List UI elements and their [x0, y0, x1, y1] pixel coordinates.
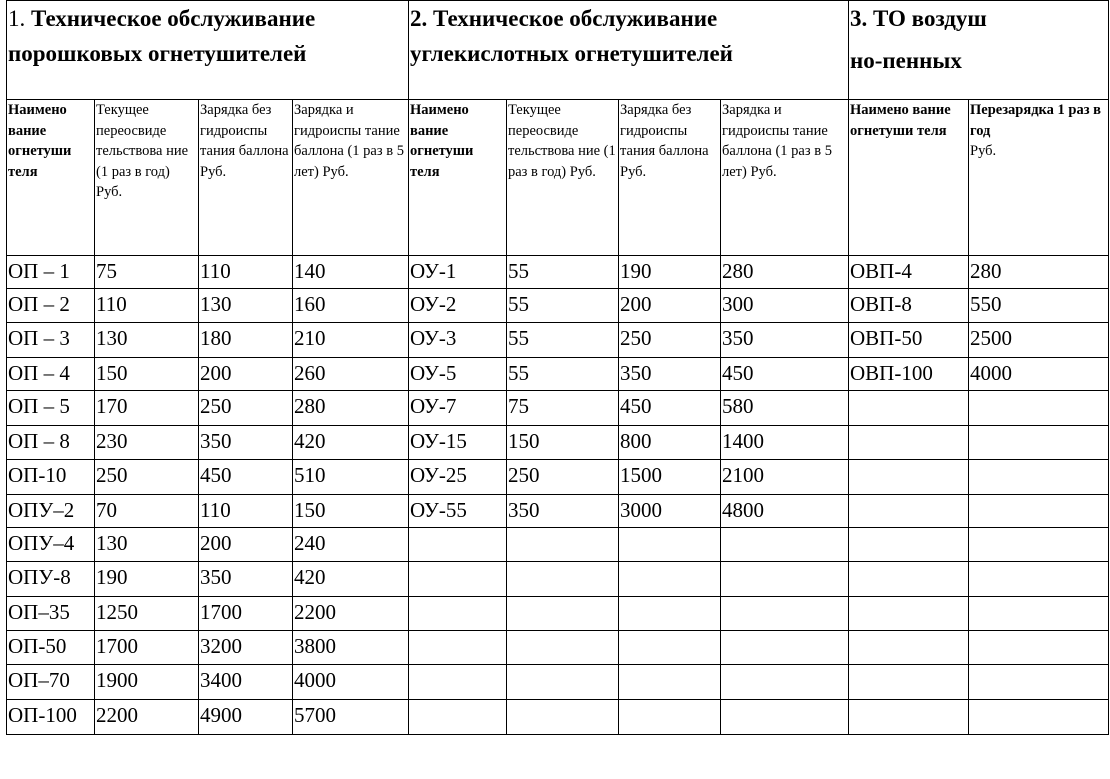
section-co2-title — [409, 1, 849, 100]
extinguisher-name: ОП-50 — [7, 631, 95, 665]
extinguisher-name — [849, 495, 969, 528]
charge-price: 3000 — [619, 495, 721, 528]
charge-test-price — [721, 700, 849, 735]
recharge-price — [969, 631, 1109, 665]
extinguisher-name — [409, 631, 507, 665]
extinguisher-name: ОП – 1 — [7, 256, 95, 289]
charge-price: 450 — [199, 460, 293, 495]
extinguisher-name: ОП – 3 — [7, 323, 95, 358]
extinguisher-name — [409, 597, 507, 631]
recharge-price: 550 — [969, 289, 1109, 323]
inspection-price: 130 — [95, 528, 199, 562]
charge-price: 110 — [199, 495, 293, 528]
charge-test-price: 2100 — [721, 460, 849, 495]
charge-price: 190 — [619, 256, 721, 289]
charge-test-price: 1400 — [721, 426, 849, 460]
extinguisher-name — [849, 426, 969, 460]
table-row — [7, 426, 1109, 460]
header-name-text: Наимено вание огнетуши теля — [850, 102, 951, 139]
charge-price: 200 — [619, 289, 721, 323]
charge-test-price: 420 — [293, 426, 409, 460]
header-name — [409, 100, 507, 256]
charge-test-price — [721, 528, 849, 562]
charge-test-price: 510 — [293, 460, 409, 495]
charge-test-price: 5700 — [293, 700, 409, 735]
charge-test-price: 4000 — [293, 665, 409, 700]
charge-test-price: 210 — [293, 323, 409, 358]
inspection-price: 55 — [507, 358, 619, 391]
inspection-price: 230 — [95, 426, 199, 460]
extinguisher-name: ОУ-7 — [409, 391, 507, 426]
inspection-price: 1250 — [95, 597, 199, 631]
section-title: Техническое обслуживание углекислотных огнетушителей — [410, 6, 733, 66]
charge-test-price: 300 — [721, 289, 849, 323]
extinguisher-name — [409, 665, 507, 700]
extinguisher-name: ОУ-2 — [409, 289, 507, 323]
section-title-line-1: 3. ТО воздуш — [850, 6, 987, 31]
inspection-price: 75 — [507, 391, 619, 426]
inspection-price: 190 — [95, 562, 199, 597]
inspection-price: 150 — [95, 358, 199, 391]
extinguisher-name: ОПУ–2 — [7, 495, 95, 528]
inspection-price: 70 — [95, 495, 199, 528]
charge-price: 350 — [199, 426, 293, 460]
extinguisher-name: ОУ-25 — [409, 460, 507, 495]
header-recharge-text: Перезарядка 1 раз в год — [970, 102, 1102, 139]
extinguisher-name: ОПУ-8 — [7, 562, 95, 597]
recharge-price: 2500 — [969, 323, 1109, 358]
charge-price: 1700 — [199, 597, 293, 631]
inspection-price: 55 — [507, 256, 619, 289]
extinguisher-name — [849, 665, 969, 700]
inspection-price: 1700 — [95, 631, 199, 665]
charge-price: 1500 — [619, 460, 721, 495]
price-table — [6, 0, 1109, 735]
recharge-price — [969, 391, 1109, 426]
header-inspection-text: Текущее переосвиде тельствова ние (1 раз в год) Руб. — [508, 102, 616, 180]
extinguisher-name — [849, 597, 969, 631]
charge-test-price: 450 — [721, 358, 849, 391]
recharge-price — [969, 426, 1109, 460]
charge-price: 200 — [199, 358, 293, 391]
recharge-price: 280 — [969, 256, 1109, 289]
header-charge-test — [293, 100, 409, 256]
header-charge-text: Зарядка без гидроиспы тания баллона Руб. — [200, 102, 289, 180]
inspection-price: 350 — [507, 495, 619, 528]
extinguisher-name: ОВП-100 — [849, 358, 969, 391]
recharge-price — [969, 700, 1109, 735]
charge-price: 3200 — [199, 631, 293, 665]
inspection-price — [507, 562, 619, 597]
inspection-price — [507, 700, 619, 735]
section-number: 2. — [410, 6, 428, 31]
extinguisher-name — [849, 391, 969, 426]
extinguisher-name: ОП – 4 — [7, 358, 95, 391]
inspection-price: 250 — [507, 460, 619, 495]
inspection-price — [507, 631, 619, 665]
section-title: Техническое обслуживание порошковых огнетушителей — [8, 6, 316, 66]
column-header-row — [7, 100, 1109, 256]
charge-test-price — [721, 631, 849, 665]
extinguisher-name: ОУ-15 — [409, 426, 507, 460]
charge-test-price: 2200 — [293, 597, 409, 631]
charge-test-price: 160 — [293, 289, 409, 323]
charge-price: 180 — [199, 323, 293, 358]
table-row — [7, 562, 1109, 597]
extinguisher-name: ОП–35 — [7, 597, 95, 631]
header-recharge-unit: Руб. — [970, 143, 997, 159]
inspection-price — [507, 665, 619, 700]
charge-test-price: 4800 — [721, 495, 849, 528]
charge-price — [619, 700, 721, 735]
inspection-price: 130 — [95, 323, 199, 358]
section-title-row — [7, 1, 1109, 100]
extinguisher-name: ОУ-5 — [409, 358, 507, 391]
extinguisher-name: ОП–70 — [7, 665, 95, 700]
charge-test-price: 150 — [293, 495, 409, 528]
extinguisher-name: ОПУ–4 — [7, 528, 95, 562]
recharge-price — [969, 495, 1109, 528]
charge-price — [619, 665, 721, 700]
section-title-line-2: но-пенных — [850, 48, 962, 73]
charge-test-price: 580 — [721, 391, 849, 426]
table-row — [7, 460, 1109, 495]
inspection-price — [507, 597, 619, 631]
header-name — [7, 100, 95, 256]
extinguisher-name: ОВП-4 — [849, 256, 969, 289]
header-charge-text: Зарядка без гидроиспы тания баллона Руб. — [620, 102, 709, 180]
section-number: 1. — [8, 6, 26, 31]
extinguisher-name: ОП – 2 — [7, 289, 95, 323]
table-row — [7, 700, 1109, 735]
header-name-text: Наимено вание огнетуши теля — [410, 102, 474, 180]
charge-price — [619, 528, 721, 562]
table-row — [7, 256, 1109, 289]
section-foam-title — [849, 1, 1109, 100]
section-powder-title — [7, 1, 409, 100]
table-row — [7, 631, 1109, 665]
extinguisher-name: ОП-100 — [7, 700, 95, 735]
charge-test-price — [721, 597, 849, 631]
extinguisher-name: ОП-10 — [7, 460, 95, 495]
recharge-price — [969, 562, 1109, 597]
charge-price — [619, 631, 721, 665]
charge-price — [619, 562, 721, 597]
charge-price: 250 — [199, 391, 293, 426]
charge-test-price — [721, 562, 849, 597]
header-charge-test-text: Зарядка и гидроиспы тание баллона (1 раз в 5 лет) Руб. — [722, 102, 832, 180]
extinguisher-name: ОВП-50 — [849, 323, 969, 358]
extinguisher-name: ОУ-1 — [409, 256, 507, 289]
extinguisher-name — [409, 528, 507, 562]
extinguisher-name: ОВП-8 — [849, 289, 969, 323]
extinguisher-name: ОУ-55 — [409, 495, 507, 528]
table-row — [7, 358, 1109, 391]
charge-price: 110 — [199, 256, 293, 289]
inspection-price: 250 — [95, 460, 199, 495]
extinguisher-name: ОП – 5 — [7, 391, 95, 426]
extinguisher-name — [849, 528, 969, 562]
recharge-price — [969, 528, 1109, 562]
inspection-price: 150 — [507, 426, 619, 460]
table-row — [7, 323, 1109, 358]
recharge-price: 4000 — [969, 358, 1109, 391]
charge-test-price — [721, 665, 849, 700]
charge-price: 800 — [619, 426, 721, 460]
recharge-price — [969, 597, 1109, 631]
header-recharge — [969, 100, 1109, 256]
inspection-price: 2200 — [95, 700, 199, 735]
charge-test-price: 420 — [293, 562, 409, 597]
recharge-price — [969, 665, 1109, 700]
header-name-text: Наимено вание огнетуши теля — [8, 102, 72, 180]
extinguisher-name — [849, 700, 969, 735]
header-charge-test — [721, 100, 849, 256]
table-row — [7, 665, 1109, 700]
charge-price: 350 — [619, 358, 721, 391]
charge-test-price: 350 — [721, 323, 849, 358]
table-row — [7, 495, 1109, 528]
charge-price: 3400 — [199, 665, 293, 700]
charge-test-price: 3800 — [293, 631, 409, 665]
extinguisher-name: ОУ-3 — [409, 323, 507, 358]
charge-price: 350 — [199, 562, 293, 597]
inspection-price: 75 — [95, 256, 199, 289]
extinguisher-name — [409, 562, 507, 597]
table-row — [7, 289, 1109, 323]
inspection-price — [507, 528, 619, 562]
charge-test-price: 260 — [293, 358, 409, 391]
inspection-price: 55 — [507, 289, 619, 323]
charge-price: 200 — [199, 528, 293, 562]
extinguisher-name — [409, 700, 507, 735]
extinguisher-name — [849, 631, 969, 665]
inspection-price: 110 — [95, 289, 199, 323]
charge-test-price: 140 — [293, 256, 409, 289]
inspection-price: 170 — [95, 391, 199, 426]
table-row — [7, 391, 1109, 426]
charge-test-price: 240 — [293, 528, 409, 562]
header-inspection — [507, 100, 619, 256]
extinguisher-name — [849, 562, 969, 597]
charge-price: 130 — [199, 289, 293, 323]
recharge-price — [969, 460, 1109, 495]
header-charge-test-text: Зарядка и гидроиспы тание баллона (1 раз в 5 лет) Руб. — [294, 102, 404, 180]
charge-price: 4900 — [199, 700, 293, 735]
header-inspection — [95, 100, 199, 256]
charge-price: 450 — [619, 391, 721, 426]
charge-test-price: 280 — [293, 391, 409, 426]
charge-price: 250 — [619, 323, 721, 358]
table-row — [7, 597, 1109, 631]
charge-price — [619, 597, 721, 631]
inspection-price: 55 — [507, 323, 619, 358]
header-inspection-text: Текущее переосвиде тельствова ние (1 раз в год) Руб. — [96, 102, 189, 200]
table-row — [7, 528, 1109, 562]
extinguisher-name — [849, 460, 969, 495]
inspection-price: 1900 — [95, 665, 199, 700]
header-charge — [619, 100, 721, 256]
header-charge — [199, 100, 293, 256]
charge-test-price: 280 — [721, 256, 849, 289]
extinguisher-name: ОП – 8 — [7, 426, 95, 460]
header-name — [849, 100, 969, 256]
